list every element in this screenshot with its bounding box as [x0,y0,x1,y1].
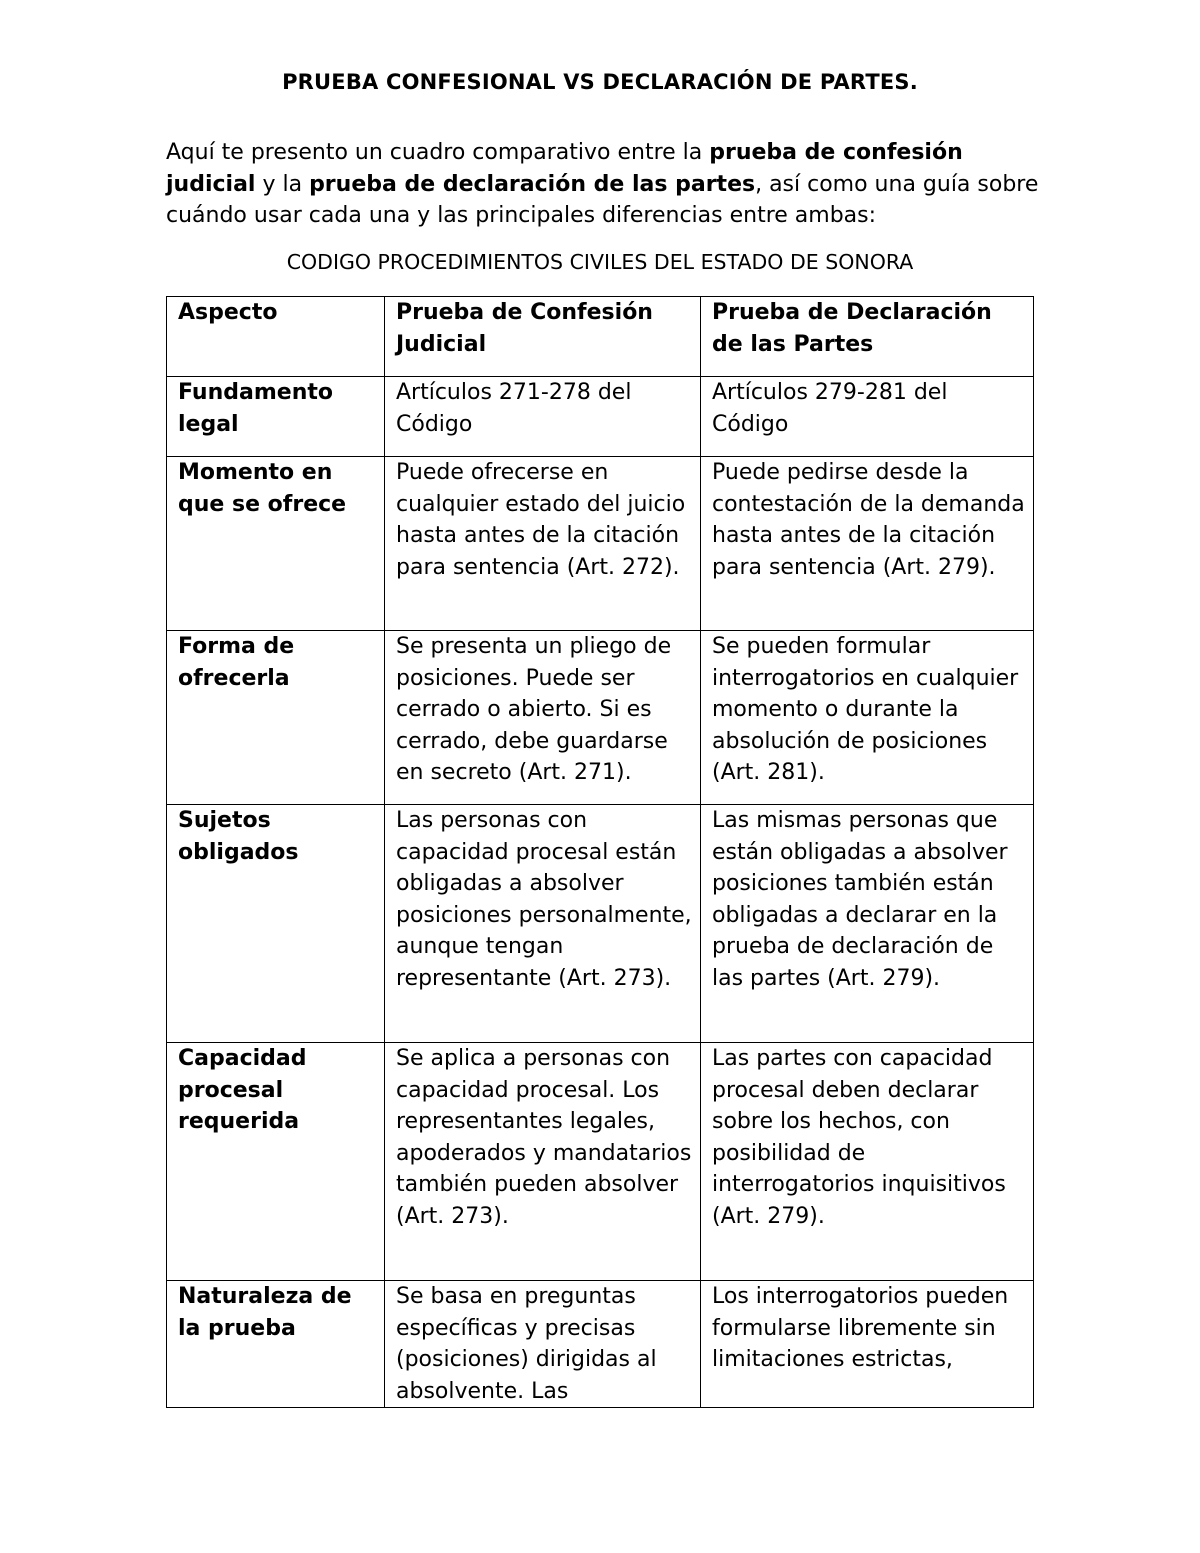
row-declaracion-cell: Las mismas personas que están obligadas a absolver posiciones también están obligadas a declarar en la prueba de declaración de las partes (Art. 279). [701,805,1034,1043]
row-aspect-cell: Capacidad procesal requerida [167,1043,385,1281]
row-aspect-cell: Naturaleza de la prueba [167,1281,385,1408]
page-title: PRUEBA CONFESIONAL VS DECLARACIÓN DE PARTES. [282,70,918,94]
row-confesion-cell: Artículos 271-278 del Código [385,377,701,457]
table-row [167,631,1034,805]
table-row [167,457,1034,631]
row-confesion-cell: Se presenta un pliego de posiciones. Puede ser cerrado o abierto. Si es cerrado, debe guardarse en secreto (Art. 271). [385,631,701,805]
row-declaracion-cell: Las partes con capacidad procesal deben declarar sobre los hechos, con posibilidad de interrogatorios inquisitivos (Art. 279). [701,1043,1034,1281]
row-aspect-cell: Momento en que se ofrece [167,457,385,631]
row-confesion-cell: Las personas con capacidad procesal están obligadas a absolver posiciones personalmente, aunque tengan representante (Art. 273). [385,805,701,1043]
header-confesion: Prueba de Confesión Judicial [385,297,701,377]
intro-bold-confesion: prueba de confesión judicial [166,140,963,197]
row-aspect-cell: Forma de ofrecerla [167,631,385,805]
table-row [167,805,1034,1043]
table-row [167,1281,1034,1408]
intro-paragraph [166,137,1046,232]
intro-bold-declaracion: prueba de declaración de las partes [309,171,756,197]
table-row [167,377,1034,457]
table-row [167,1043,1034,1281]
code-heading: CODIGO PROCEDIMIENTOS CIVILES DEL ESTADO DE SONORA [286,250,914,274]
intro-text-2: y la [255,171,310,197]
row-confesion-cell: Se aplica a personas con capacidad procesal. Los representantes legales, apoderados y mandatarios también pueden absolver (Art. 273). [385,1043,701,1281]
row-aspect-cell: Sujetos obligados [167,805,385,1043]
row-confesion-cell: Puede ofrecerse en cualquier estado del juicio hasta antes de la citación para sentencia (Art. 272). [385,457,701,631]
intro-text-1: Aquí te presento un cuadro comparativo entre la [166,140,710,165]
row-aspect-cell: Fundamento legal [167,377,385,457]
comparison-table [166,296,1034,1408]
row-confesion-cell: Se basa en preguntas específicas y precisas (posiciones) dirigidas al absolvente. Las [385,1281,701,1408]
row-declaracion-cell: Los interrogatorios pueden formularse libremente sin limitaciones estrictas, [701,1281,1034,1408]
row-declaracion-cell: Se pueden formular interrogatorios en cualquier momento o durante la absolución de posiciones (Art. 281). [701,631,1034,805]
header-aspecto: Aspecto [167,297,385,377]
row-declaracion-cell: Puede pedirse desde la contestación de la demanda hasta antes de la citación para sentencia (Art. 279). [701,457,1034,631]
row-declaracion-cell: Artículos 279-281 del Código [701,377,1034,457]
header-declaracion: Prueba de Declaración de las Partes [701,297,1034,377]
table-header-row [167,297,1034,377]
intro-text-3: , así como una guía sobre cuándo usar cada una y las principales diferencias entre ambas: [166,171,1039,228]
